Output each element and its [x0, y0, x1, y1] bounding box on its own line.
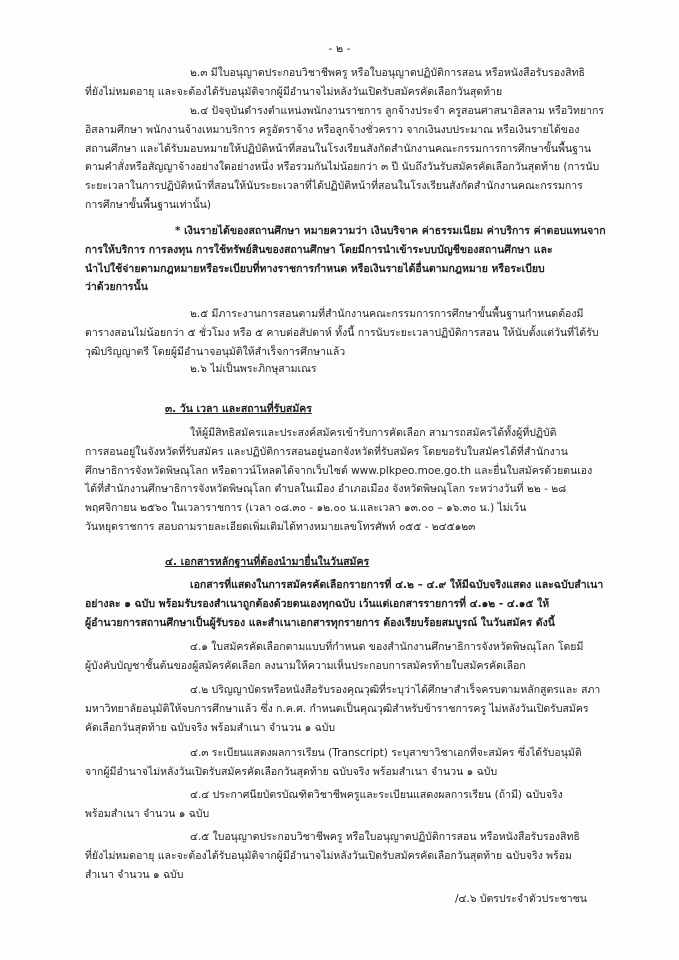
- paragraph-line: ให้ผู้มีสิทธิสมัครและประสงค์สมัครเข้ารับการคัดเลือก สามารถสมัครได้ทั้งผู้ที่ปฏิบัติ: [190, 427, 557, 439]
- section-3-body: [0, 424, 679, 537]
- paragraph-line: เอกสารที่แสดงในการสมัครคัดเลือกรายการที่ ๔.๒ – ๔.๙ ให้มีฉบับจริงแสดง และฉบับสำเนา: [190, 579, 604, 591]
- section-heading: ๔. เอกสารหลักฐานที่ต้องนำมายื่นในวันสมัคร: [165, 556, 370, 568]
- section-2-3: [0, 64, 679, 102]
- paragraph-line: พร้อมสำเนา จำนวน ๑ ฉบับ: [85, 807, 210, 820]
- heading-section-4: [0, 553, 679, 572]
- section-4-5: [0, 828, 679, 884]
- income-definition-note: [0, 222, 679, 297]
- page-number: - ๒ -: [328, 42, 351, 55]
- continuation-note: [0, 890, 679, 909]
- paragraph-line: ผู้บังคับบัญชาชั้นต้นของผู้สมัครคัดเลือก ลงนามให้ความเห็นประกอบการสมัครท้ายใบสมัครคัดเลือก: [85, 659, 526, 672]
- paragraph-line: ได้ที่สำนักงานศึกษาธิการจังหวัดพิษณุโลก ตำบลในเมือง อำเภอเมือง จังหวัดพิษณุโลก ระหว่างวันที่ ๒๒ - ๒๘: [85, 483, 567, 496]
- paragraph-line: วุฒิปริญญาตรี โดยผู้มีอำนาจอนุมัติให้สำเร็จการศึกษาแล้ว: [85, 345, 346, 358]
- paragraph-line: สถานศึกษา และได้รับมอบหมายให้ปฏิบัติหน้าที่สอนในโรงเรียนสังกัดสำนักงานคณะกรรมการการศึกษาขั้นพื้นฐาน: [85, 142, 592, 155]
- paragraph-line: ที่ยังไม่หมดอายุ และจะต้องได้รับอนุมัติจากผู้มีอำนาจไม่หลังวันเปิดรับสมัครคัดเลือกวันสุดท้าย: [85, 85, 503, 98]
- paragraph-line: นำไปใช้จ่ายตามกฎหมายหรือระเบียบที่ทางราชการกำหนด หรือเงินรายได้อื่นตามกฎหมาย หรือระเบียบ: [85, 262, 545, 275]
- paragraph-line: ๒.๔ ปัจจุบันดำรงตำแหน่งพนักงานราชการ ลูกจ้างประจำ ครูสอนศาสนาอิสลาม หรือวิทยากร: [190, 105, 605, 117]
- paragraph-line: ที่ยังไม่หมดอายุ และจะต้องได้รับอนุมัติจากผู้มีอำนาจไม่หลังวันเปิดรับสมัครคัดเลือกวันสุดท้าย ฉบับจริง พร้อม: [85, 849, 572, 862]
- section-2-6: [0, 360, 679, 379]
- paragraph-line: ๔.๕ ใบอนุญาตประกอบวิชาชีพครู หรือใบอนุญาตปฏิบัติการสอน หรือหนังสือรับรองสิทธิ: [190, 831, 580, 843]
- paragraph-line: วันหยุดราชการ สอบถามรายละเอียดเพิ่มเติมได้ทางหมายเลขโทรศัพท์ ๐๕๕ - ๒๔๕๑๒๓: [85, 520, 476, 533]
- section-4-intro: [0, 576, 679, 632]
- paragraph-line: ๒.๕ มีภาระงานการสอนตามที่สำนักงานคณะกรรมการการศึกษาขั้นพื้นฐานกำหนดต้องมี: [190, 308, 584, 320]
- paragraph-line: ๔.๔ ประกาศนียบัตรบัณฑิตวิชาชีพครูและระเบียนแสดงผลการเรียน (ถ้ามี) ฉบับจริง: [190, 789, 563, 801]
- paragraph-line: ๒.๖ ไม่เป็นพระภิกษุสามเณร: [190, 363, 317, 375]
- paragraph-line: คัดเลือกวันสุดท้าย ฉบับจริง พร้อมสำเนา จำนวน ๑ ฉบับ: [85, 721, 336, 734]
- continuation-text: /๔.๖ บัตรประจำตัวประชาชน: [455, 893, 587, 905]
- section-4-2: [0, 681, 679, 737]
- section-4-3: [0, 744, 679, 782]
- paragraph-line: ๔.๑ ใบสมัครคัดเลือกตามแบบที่กำหนด ของสำนักงานศึกษาธิการจังหวัดพิษณุโลก โดยมี: [190, 641, 584, 653]
- paragraph-line: ๒.๓ มีใบอนุญาตประกอบวิชาชีพครู หรือใบอนุญาตปฏิบัติการสอน หรือหนังสือรับรองสิทธิ: [190, 67, 585, 79]
- paragraph-line: ๔.๓ ระเบียนแสดงผลการเรียน (Transcript) ระบุสาขาวิชาเอกที่จะสมัคร ซึ่งได้รับอนุมัติ: [190, 747, 582, 759]
- paragraph-line: ศึกษาธิการจังหวัดพิษณุโลก หรือดาวน์โหลดได้จากเว็บไซต์ www.plkpeo.moe.go.th และยื่นใบสมัครด้วยตนเอง: [85, 464, 593, 477]
- paragraph-line: ระยะเวลาในการปฏิบัติหน้าที่สอนให้นับระยะเวลาที่ได้ปฏิบัติหน้าที่สอนในโรงเรียนสังกัดสำนักงานคณะกรรมการ: [85, 180, 583, 193]
- paragraph-line: มหาวิทยาลัยอนุมัติให้จบการศึกษาแล้ว ซึ่ง ก.ค.ศ. กำหนดเป็นคุณวุฒิสำหรับข้าราชการครู ไม่หลังวันเปิดรับสมัคร: [85, 702, 589, 715]
- paragraph-line: อย่างละ ๑ ฉบับ พร้อมรับรองสำเนาถูกต้องด้วยตนเองทุกฉบับ เว้นแต่เอกสารรายการที่ ๔.๑๒ - ๔.๑๕ ให้: [85, 597, 550, 610]
- paragraph-line: การศึกษาขั้นพื้นฐานเท่านั้น): [85, 198, 211, 211]
- paragraph-line: ๔.๒ ปริญญาบัตรหรือหนังสือรับรองคุณวุฒิที่ระบุว่าได้ศึกษาสำเร็จครบตามหลักสูตรและ สภา: [190, 684, 601, 696]
- section-4-1: [0, 638, 679, 676]
- paragraph-line: ตามคำสั่งหรือสัญญาจ้างอย่างใดอย่างหนึ่ง หรือรวมกันไม่น้อยกว่า ๓ ปี นับถึงวันรับสมัครคัดเลือกวันสุดท้าย (การนับ: [85, 161, 600, 174]
- paragraph-line: ตารางสอนไม่น้อยกว่า ๕ ชั่วโมง หรือ ๕ คาบต่อสัปดาห์ ทั้งนี้ การนับระยะเวลาปฏิบัติการสอน ให้นับตั้งแต่วันที่ได้รับ: [85, 326, 599, 339]
- paragraph-line: * เงินรายได้ของสถานศึกษา หมายความว่า เงินบริจาค ค่าธรรมเนียม ค่าบริการ ค่าตอบแทนจาก: [175, 225, 606, 237]
- section-4-4: [0, 786, 679, 824]
- section-2-5: [0, 305, 679, 361]
- paragraph-line: อิสลามศึกษา พนักงานจ้างเหมาบริการ ครูอัตราจ้าง หรือลูกจ้างชั่วคราว จากเงินงบประมาณ หรือเงินรายได้ของ: [85, 123, 580, 136]
- section-heading: ๓. วัน เวลา และสถานที่รับสมัคร: [165, 403, 312, 415]
- heading-section-3: [0, 400, 679, 419]
- paragraph-line: ว่าด้วยการนั้น: [85, 281, 148, 294]
- section-2-4: [0, 102, 679, 215]
- paragraph-line: ผู้อำนวยการสถานศึกษาเป็นผู้รับรอง และสำเนาเอกสารทุกรายการ ต้องเรียบร้อยสมบูรณ์ ในวันสมัคร ดังนี้: [85, 616, 555, 629]
- paragraph-line: พฤศจิกายน ๒๕๖๐ ในเวลาราชการ (เวลา ๐๘.๓๐ - ๑๒.๐๐ น.และเวลา ๑๓.๐๐ – ๑๖.๓๐ น.) ไม่เว้น: [85, 502, 527, 515]
- paragraph-line: การให้บริการ การลงทุน การใช้ทรัพย์สินของสถานศึกษา โดยมีการนำเข้าระบบบัญชีของสถานศึกษา และ: [85, 243, 553, 256]
- paragraph-line: จากผู้มีอำนาจไม่หลังวันเปิดรับสมัครคัดเลือกวันสุดท้าย ฉบับจริง พร้อมสำเนา จำนวน ๑ ฉบับ: [85, 765, 498, 778]
- paragraph-line: สำเนา จำนวน ๑ ฉบับ: [85, 868, 184, 881]
- paragraph-line: การสอนอยู่ในจังหวัดที่รับสมัคร และปฏิบัติการสอนอยู่นอกจังหวัดที่รับสมัคร โดยขอรับใบสมัครได้ที่สำนักงาน: [85, 445, 568, 458]
